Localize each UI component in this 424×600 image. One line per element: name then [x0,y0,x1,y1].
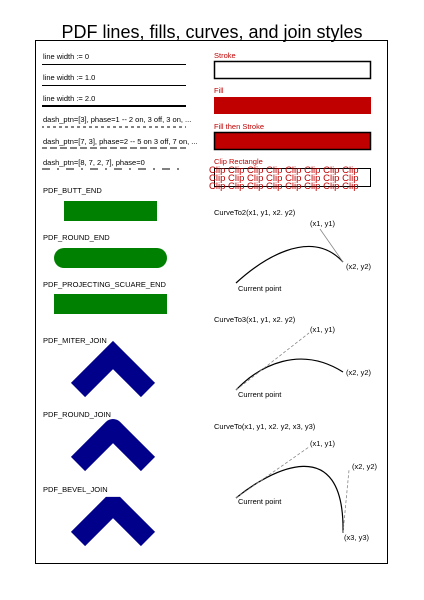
curveto-p1-label: (x1, y1) [310,439,336,448]
round-end-label: PDF_ROUND_END [43,233,110,242]
curveto2-p1-label: (x1, y1) [310,219,336,228]
curveto2-curve [236,246,343,283]
line-width-2-label: line width := 2.0 [43,94,96,103]
curveto3-start-label: Current point [238,390,282,399]
line-width-0-label: line width := 0 [43,52,90,61]
curveto-title: CurveTo(x1, y1, x2. y2, x3, y3) [214,422,316,431]
clip-rectangle-label: Clip Rectangle [214,157,263,166]
curveto2-title: CurveTo2(x1, y1, x2. y2) [214,208,296,217]
curveto3-curve [236,359,343,390]
bevel-join-label: PDF_BEVEL_JOIN [43,485,108,494]
stroke-label: Stroke [214,51,236,60]
butt-end-label: PDF_BUTT_END [43,186,102,195]
curveto-start-label: Current point [238,497,282,506]
fill-rect [214,97,371,114]
fill-label: Fill [214,86,224,95]
line-width-1-label: line width := 1.0 [43,73,96,82]
projecting-end-label: PDF_PROJECTING_SCUARE_END [43,280,166,289]
clip-text-row: Clip Clip Clip Clip Clip Clip Clip Clip [209,165,359,176]
curveto2-control-line [320,229,343,262]
fill-then-stroke-label: Fill then Stroke [214,122,265,131]
clip-text-row: Clip Clip Clip Clip Clip Clip Clip Clip [209,173,359,184]
round-join-sample [78,429,148,464]
curveto3-p2-label: (x2, y2) [346,368,372,377]
curveto-p2-label: (x2, y2) [352,462,378,471]
bevel-join-sample [78,504,148,539]
miter-join-sample [78,355,148,390]
dash-pattern-1-label: dash_ptn=[3], phase=1 -- 2 on, 3 off, 3 on, ... [43,115,192,124]
curveto-control-line-2 [343,470,349,533]
curveto3-title: CurveTo3(x1, y1, x2. y2) [214,315,296,324]
curveto-curve [236,466,343,533]
curveto2-start-label: Current point [238,284,282,293]
stroke-rect [215,62,371,79]
fill-then-stroke-rect [215,133,371,150]
clip-text-row: Clip Clip Clip Clip Clip Clip Clip Clip [209,181,359,192]
curveto-p3-label: (x3, y3) [344,533,370,542]
page-title: PDF lines, fills, curves, and join styles [61,22,363,42]
round-join-label: PDF_ROUND_JOIN [43,410,111,419]
miter-join-label: PDF_MITER_JOIN [43,336,107,345]
curveto3-p1-label: (x1, y1) [310,325,336,334]
curveto3-control-line [236,333,309,390]
dash-pattern-2-label: dash_ptn=[7, 3], phase=2 -- 5 on 3 off, 7 on, ... [43,137,198,146]
curveto2-p2-label: (x2, y2) [346,262,372,271]
dash-pattern-3-label: dash_ptn=[8, 7, 2, 7], phase=0 [43,158,145,167]
